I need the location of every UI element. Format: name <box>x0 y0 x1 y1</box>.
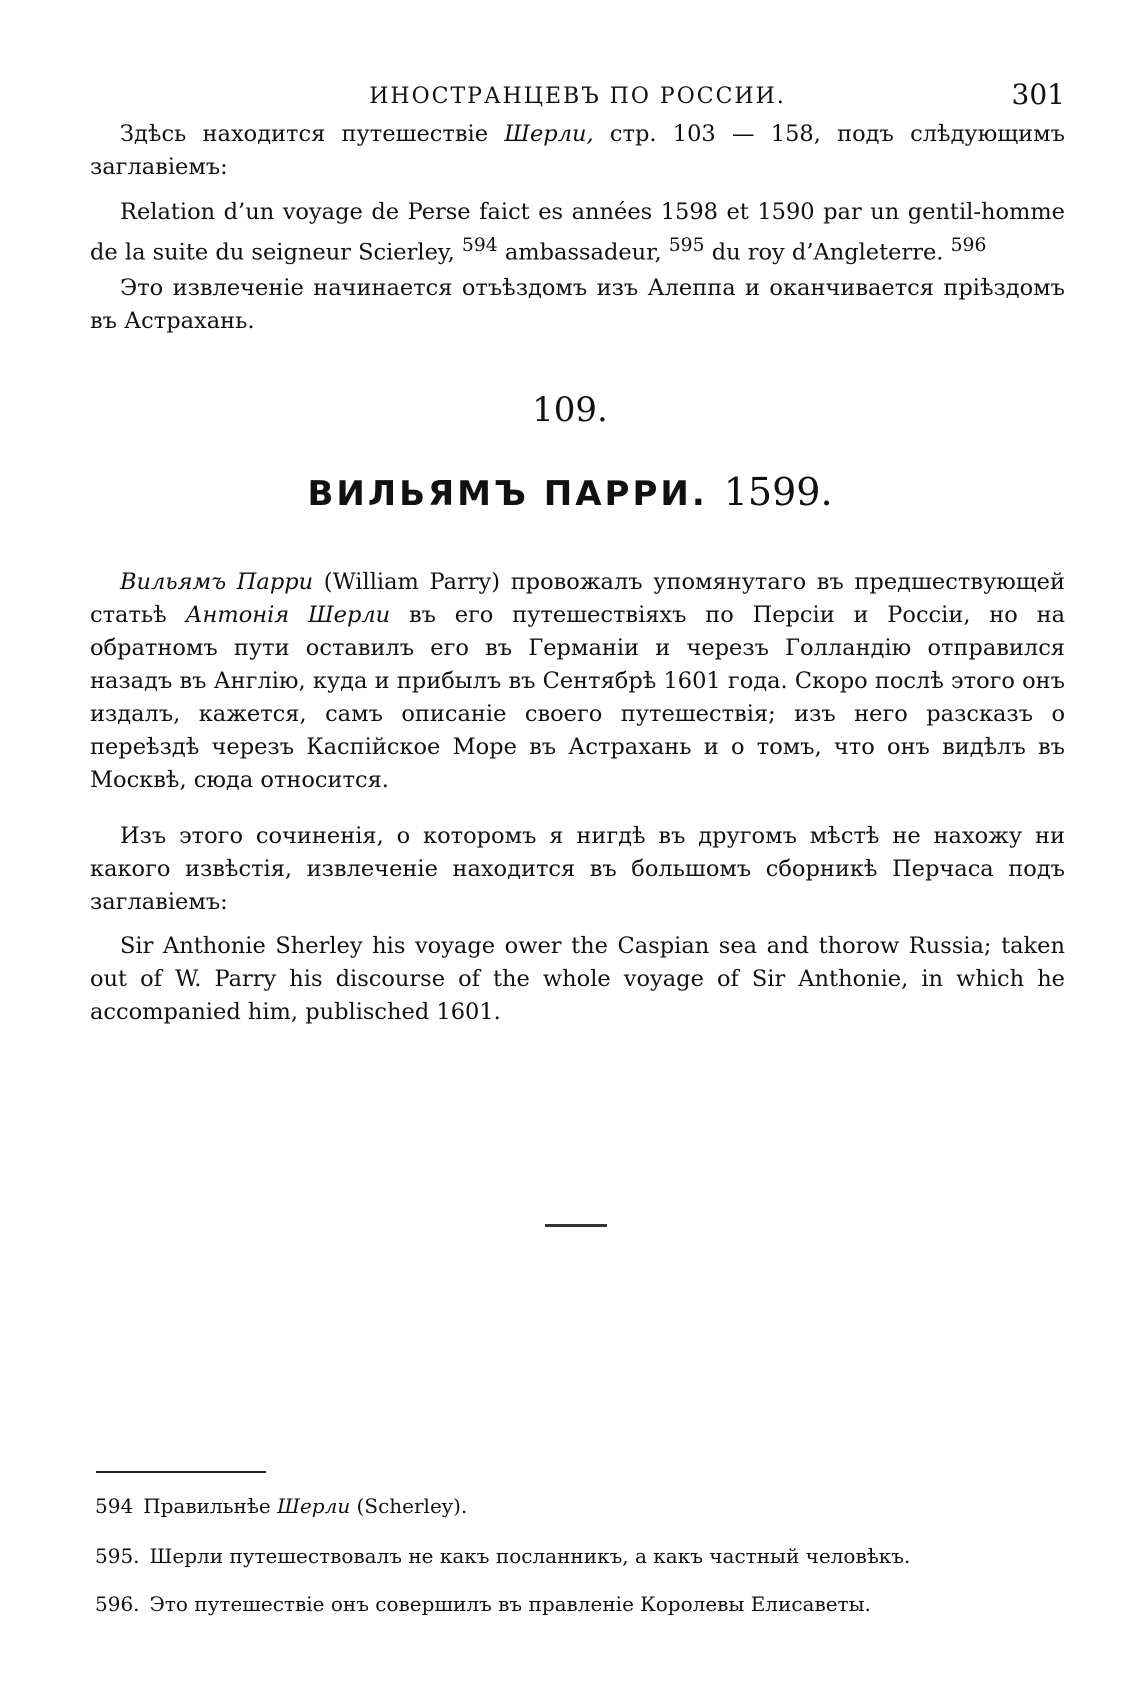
excerpt-paragraph: Это извлеченіе начинается отъѣздомъ изъ Алеппа и оканчивается пріѣздомъ въ Астрахань. <box>90 275 1065 334</box>
footnote-number: 595. <box>95 1544 140 1568</box>
article-p1-text-a: (William Parry) провожалъ упомянутаго въ предшествующей статьѣ <box>90 569 1065 628</box>
footnote-number: 594 <box>95 1494 134 1518</box>
footnote-ref-596[interactable]: 596 <box>950 235 987 256</box>
intro-text-b: стр. 103 — 158, подъ слѣдующимъ заглавіемъ: <box>90 121 1065 180</box>
intro-text-a: Здѣсь находится путешествіе <box>120 121 505 147</box>
running-head <box>90 78 1065 118</box>
relation-text-c: du roy d’Angleterre. <box>704 239 951 266</box>
footnote-594 <box>95 1492 467 1520</box>
article-name: ВИЛЬЯМЪ ПАРРИ. <box>307 474 708 514</box>
article-year: 1599. <box>723 470 833 514</box>
relation-text-b: ambassadeur, <box>497 239 669 266</box>
footnote-text: Это путешествіе онъ совершилъ въ правленіе Королевы Елисаветы. <box>149 1592 871 1616</box>
intro-author-name: Шерли, <box>504 121 594 147</box>
relation-text-a: Relation d’un voyage de Perse faict es années 1598 et 1590 par un gentil-homme de la suite du seigneur Scierley, <box>90 199 1065 266</box>
article-paragraph-3: Sir Anthonie Sherley his voyage ower the Caspian sea and thorow Russia; taken out of W. Parry his discourse of the whole voyage of Sir Anthonie, in which he accompanied him, publisched 1601. <box>90 933 1065 1025</box>
section-separator <box>545 1224 607 1227</box>
footnote-number: 596. <box>95 1592 140 1616</box>
sherley-name: Антонія Шерли <box>185 602 391 628</box>
page-number: 301 <box>1011 78 1065 111</box>
footnote-ref-594[interactable]: 594 <box>461 235 498 256</box>
article-number: 109. <box>532 390 608 430</box>
footnote-rule <box>96 1471 266 1473</box>
footnote-ref-595[interactable]: 595 <box>668 235 705 256</box>
article-p1-text-b: въ его путешествіяхъ по Персіи и Россіи, но на обратномъ пути оставилъ его въ Германіи и черезъ Голландію отправился назадъ въ Англію, куда и прибылъ въ Сентябрѣ 1601 года. Скоро послѣ этого онъ издалъ, кажется, самъ описаніе своего путешествія; изъ него разсказъ о переѣздѣ черезъ Каспійское Море въ Астрахань и о томъ, что онъ видѣлъ въ Москвѣ, сюда относится. <box>90 602 1065 793</box>
footnote-text: Шерли путешествовалъ не какъ посланникъ, а какъ частный человѣкъ. <box>149 1544 911 1568</box>
article-paragraph-2: Изъ этого сочиненія, о которомъ я нигдѣ въ другомъ мѣстѣ не нахожу ни какого извѣстія, извлеченіе находится въ большомъ сборникѣ Перчаса подъ заглавіемъ: <box>90 823 1065 915</box>
parry-name: Вильямъ Парри <box>120 569 314 595</box>
relation-title-paragraph <box>90 196 1065 270</box>
footnote-text-b: (Scherley). <box>350 1494 468 1518</box>
article-heading <box>0 470 1140 514</box>
intro-paragraph <box>90 118 1065 184</box>
footnote-em: Шерли <box>277 1494 351 1518</box>
article-paragraph-1 <box>90 566 1065 797</box>
running-title: ИНОСТРАНЦЕВЪ ПО РОССИИ. <box>369 84 786 109</box>
footnote-596 <box>95 1590 871 1618</box>
footnote-text-a: Правильнѣе <box>143 1494 278 1518</box>
footnote-595 <box>95 1542 910 1570</box>
